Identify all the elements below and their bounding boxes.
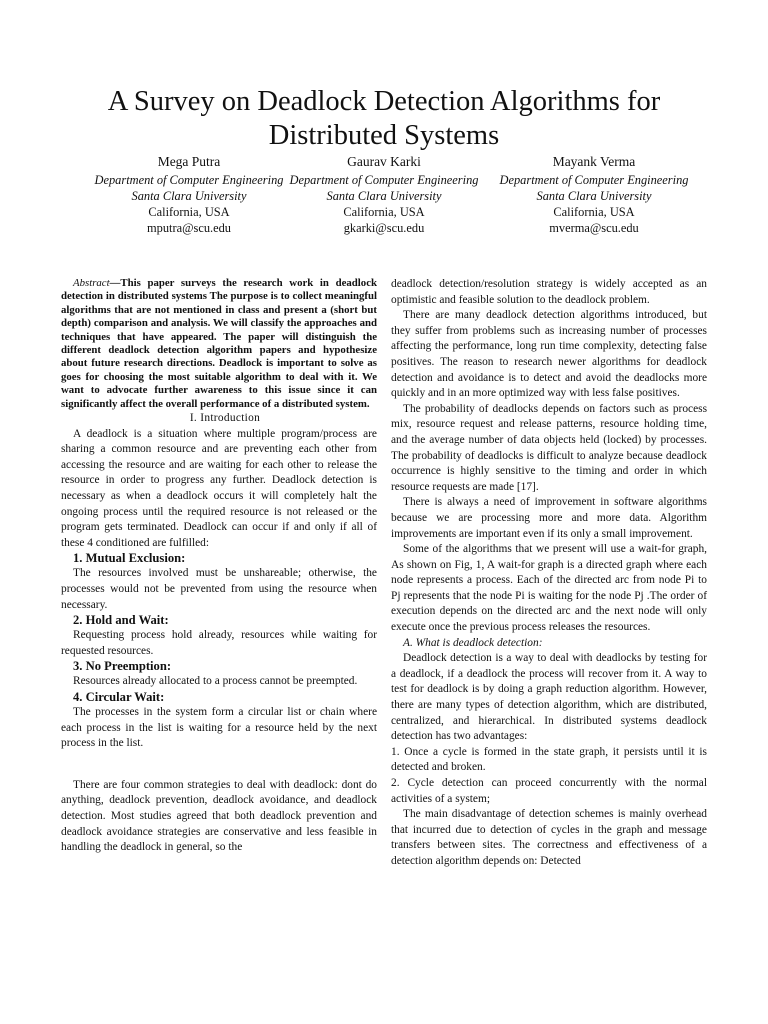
intro-paragraph-1: A deadlock is a situation where multiple program/process are sharing a common resource and are preventing each other from accessing the resource and are waiting for each other to release the resource in order to progress any further. Deadlock detection is necessary as when a deadlock occurs it will completely halt the ongoing process until the required resource is not released or the program gets terminated. Deadlock can occur if and only if all of these 4 conditioned are fulfilled: xyxy=(61,427,377,549)
condition-title-1: 1. Mutual Exclusion: xyxy=(73,551,186,566)
author-location: California, USA xyxy=(343,205,425,219)
detection-paragraph-1: Deadlock detection is a way to deal with deadlocks by testing for a deadlock, if a deadlock the process will recover from it. A way to test for deadlock is by doing a graph reduction algorithm. However, there are many types of detection algorithm, which are distributed, centralized, and hierarchical. In distributed systems deadlock detection has two advantages: xyxy=(391,652,707,743)
condition-body-4: The processes in the system form a circular list or chain where each process in the list is waiting for a resource held by the next process in the list. xyxy=(61,705,377,750)
intro-paragraph-3: deadlock detection/resolution strategy is widely accepted as an optimistic and feasible solution to the deadlock problem. xyxy=(391,278,707,306)
detection-list-item-1: 1. Once a cycle is formed in the state graph, it persists until it is detected and broken. xyxy=(391,745,707,774)
intro-paragraph-7: Some of the algorithms that we present will use a wait-for graph, As shown on Fig, 1, A wait-for graph is a directed graph where each node represents a process. Each of the directed arc from node Pi to Pj represents that the node Pi is waiting for the node Pj .The order of execution depends on the directed arc and the next node will only execute once the previous process releases the resources. xyxy=(391,543,707,634)
author-department: Department of Computer Engineering xyxy=(499,173,689,187)
right-column xyxy=(391,277,707,870)
author-location: California, USA xyxy=(148,205,230,219)
abstract xyxy=(61,277,377,411)
author-department: Department of Computer Engineering xyxy=(94,173,284,187)
intro-paragraph-2: There are four common strategies to deal with deadlock: dont do anything, deadlock prevention, deadlock avoidance, and deadlock detection. Most studies agreed that both deadlock prevention and deadlock avoidance strategies are conservative and less feasible in handling the deadlock in general, so the xyxy=(61,778,377,854)
condition-title-4: 4. Circular Wait: xyxy=(73,689,165,704)
detection-paragraph-2: The main disadvantage of detection schemes is mainly overhead that incurred due to detection of cycles in the graph and message transfers between sites. The correctness and effectiveness of a detection algorithm depends on: Detected xyxy=(391,808,707,867)
author-block-2 xyxy=(269,154,499,236)
intro-paragraph-5: The probability of deadlocks depends on factors such as process mix, resource request and release patterns, resource holding time, and the average number of data objects held (locked) by processes. The probability of deadlocks is difficult to analyze because deadlock occurrence is highly sensitive to the timing and order in which resource requests are made [17]. xyxy=(391,402,707,493)
author-university: Santa Clara University xyxy=(131,189,247,203)
author-email: mverma@scu.edu xyxy=(549,221,639,235)
condition-body-2: Requesting process hold already, resources while waiting for requested resources. xyxy=(61,629,377,657)
author-block-3 xyxy=(479,154,709,236)
author-university: Santa Clara University xyxy=(536,189,652,203)
condition-body-3: Resources already allocated to a process cannot be preempted. xyxy=(73,675,358,688)
intro-paragraph-6: There is always a need of improvement in software algorithms because we are processing more and more data. Algorithm improvements are important even if its only a small improvement. xyxy=(391,496,707,540)
abstract-text: —This paper surveys the research work in deadlock detection in distributed systems The purpose is to collect meaningful algorithms that are not mentioned in class and present a (short but depth) comparison and analysis. We will classify the approaches and techniques that have appeared. The paper will distinguish the different deadlock detection algorithm papers and hypothesize about future research directions. Deadlock is important to solve as goes for choosing the most suitable algorithm to deal with it. We want to advocate further awareness to this issue since it can significantly affect the overall performance of a distributed system. xyxy=(61,277,377,410)
author-department: Department of Computer Engineering xyxy=(289,173,479,187)
intro-paragraph-4: There are many deadlock detection algorithms introduced, but they suffer from problems such as increasing number of processes affecting the performance, long run time complexity, detecting false positives. The reason to research newer algorithms for deadlock detection and avoidance is to detect and avoid the deadlocks more quickly and in an more optimized way with less false positives. xyxy=(391,309,707,400)
condition-title-3: 3. No Preemption: xyxy=(73,659,172,674)
author-name: Mega Putra xyxy=(157,154,221,169)
section-heading-introduction: I. Introduction xyxy=(189,412,261,425)
author-name: Gaurav Karki xyxy=(347,154,421,169)
author-location: California, USA xyxy=(553,205,635,219)
paragraph-gap xyxy=(61,752,377,778)
author-name: Mayank Verma xyxy=(552,154,636,169)
left-column xyxy=(61,277,377,856)
paper-title: A Survey on Deadlock Detection Algorithms for Distributed Systems xyxy=(107,86,661,152)
subsection-heading-deadlock-detection: A. What is deadlock detection: xyxy=(403,636,543,649)
author-email: gkarki@scu.edu xyxy=(343,221,425,235)
author-university: Santa Clara University xyxy=(326,189,442,203)
condition-title-2: 2. Hold and Wait: xyxy=(73,613,169,628)
detection-list-item-2: 2. Cycle detection can proceed concurrently with the normal activities of a system; xyxy=(391,777,707,805)
author-email: mputra@scu.edu xyxy=(146,221,231,235)
condition-body-1: The resources involved must be unshareable; otherwise, the processes would not be prevented from using the resource when necessary. xyxy=(61,567,377,611)
abstract-label: Abstract xyxy=(73,277,110,289)
